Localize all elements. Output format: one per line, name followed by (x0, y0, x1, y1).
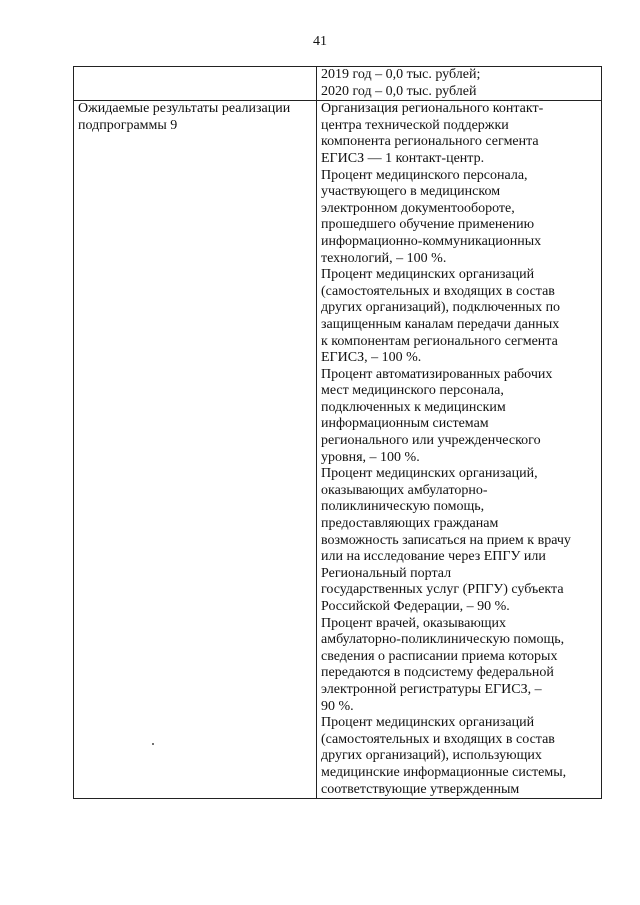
text-line: государственных услуг (РПГУ) субъекта (321, 582, 564, 598)
text-line: соответствующие утвержденным (321, 781, 520, 797)
text-line: (самостоятельных и входящих в состав (321, 731, 555, 747)
text-line: других организаций), подключенных по (321, 300, 561, 316)
text-line: сведения о расписании приема которых (321, 648, 558, 664)
text-line: 90 %. (321, 698, 354, 714)
table-cell-value (317, 67, 602, 101)
table-row (74, 101, 602, 799)
subprogram-table (73, 66, 602, 799)
text-line: технологий, – 100 %. (321, 250, 447, 266)
text-line: регионального или учрежденческого (321, 433, 541, 449)
text-line: медицинские информационные системы, (321, 764, 567, 780)
text-line: Процент врачей, оказывающих (321, 615, 507, 631)
text-line: предоставляющих гражданам (321, 516, 499, 532)
text-line: электронной регистратуры ЕГИСЗ, – (321, 681, 542, 697)
text-line: мест медицинского персонала, (321, 383, 504, 399)
page-number: 41 (313, 34, 327, 49)
text-line: Процент медицинских организаций (321, 715, 535, 731)
text-line: других организаций), использующих (321, 748, 542, 764)
text-line: (самостоятельных и входящих в состав (321, 283, 555, 299)
text-line: Ожидаемые результаты реализации (78, 101, 291, 117)
text-line: уровня, – 100 %. (321, 449, 420, 465)
scan-speck (152, 743, 154, 745)
text-line: к компонентам регионального сегмента (321, 333, 558, 349)
text-line: Процент медицинских организаций (321, 267, 535, 283)
text-line: Организация регионального контакт- (321, 101, 544, 117)
text-line: поликлиническую помощь, (321, 499, 485, 515)
text-line: передаются в подсистему федеральной (321, 665, 554, 681)
text-line: прошедшего обучение применению (321, 217, 535, 233)
text-line: центра технической поддержки (321, 117, 509, 133)
table-cell-label (74, 101, 317, 799)
text-line: Процент медицинских организаций, (321, 466, 538, 482)
text-line: подключенных к медицинским (321, 399, 506, 415)
text-line: ЕГИСЗ — 1 контакт-центр. (321, 150, 485, 166)
text-line: Региональный портал (321, 565, 452, 581)
text-line: участвующего в медицинском (321, 184, 501, 200)
text-line: компонента регионального сегмента (321, 134, 539, 150)
table-cell-value (317, 101, 602, 799)
text-line: возможность записаться на прием к врачу (321, 532, 571, 548)
text-line: Процент автоматизированных рабочих (321, 366, 553, 382)
text-line: защищенным каналам передачи данных (321, 316, 560, 332)
table-cell-label (74, 67, 317, 101)
text-line: информационно-коммуникационных (321, 233, 542, 249)
text-line: 2019 год – 0,0 тыс. рублей; (321, 67, 481, 82)
text-line: оказывающих амбулаторно- (321, 482, 488, 498)
table-row (74, 67, 602, 101)
text-line: электронном документообороте, (321, 200, 515, 216)
text-line: амбулаторно-поликлиническую помощь, (321, 632, 565, 648)
text-line: Процент медицинского персонала, (321, 167, 528, 183)
text-line: Российской Федерации, – 90 %. (321, 599, 510, 614)
text-line: подпрограммы 9 (78, 117, 178, 133)
text-line: или на исследование через ЕПГУ или (321, 549, 546, 565)
text-line: 2020 год – 0,0 тыс. рублей (321, 83, 477, 99)
text-line: ЕГИСЗ, – 100 %. (321, 350, 422, 366)
text-line: информационным системам (321, 416, 489, 432)
